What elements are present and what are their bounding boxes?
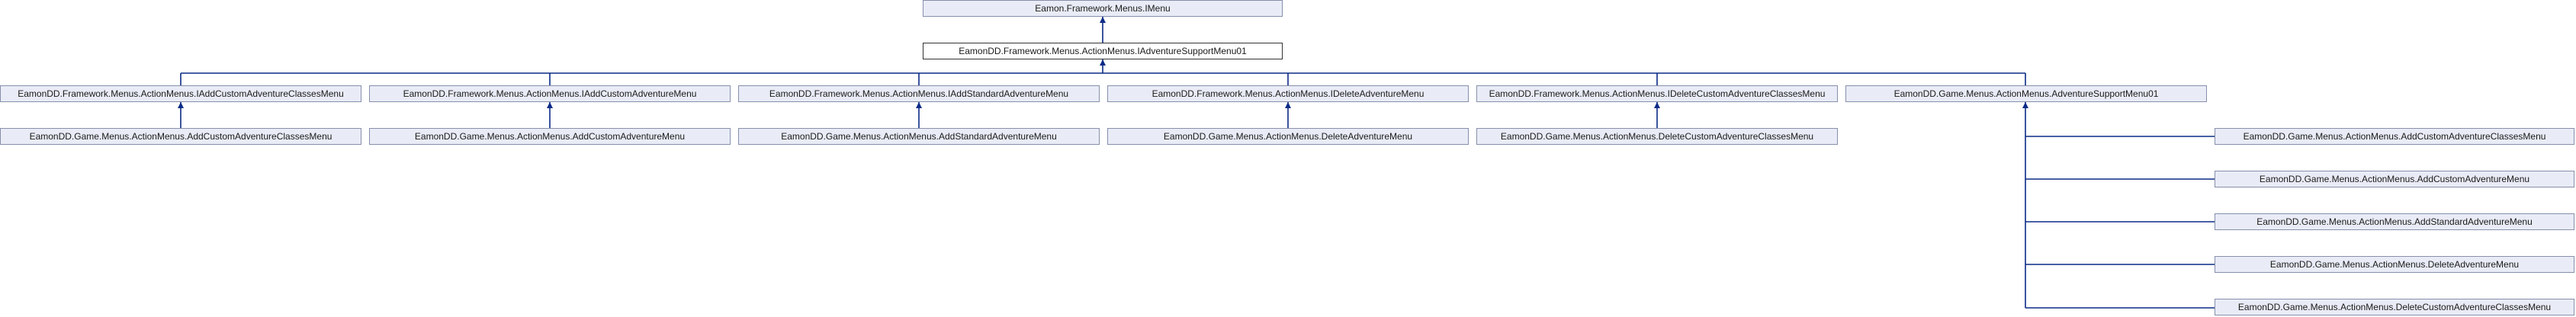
node-iadd-custom-adventure-menu[interactable]: EamonDD.Framework.Menus.ActionMenus.IAddCustomAdventureMenu [369, 85, 731, 102]
arrowhead-imenu [1100, 17, 1106, 23]
arrowhead-impl-4 [1285, 102, 1291, 108]
node-iadd-standard-adventure-menu[interactable]: EamonDD.Framework.Menus.ActionMenus.IAddStandardAdventureMenu [738, 85, 1100, 102]
node-idelete-adventure-menu[interactable]: EamonDD.Framework.Menus.ActionMenus.IDeleteAdventureMenu [1107, 85, 1469, 102]
node-imenu[interactable]: Eamon.Framework.Menus.IMenu [923, 0, 1283, 17]
node-idelete-custom-adventure-classes-menu[interactable]: EamonDD.Framework.Menus.ActionMenus.IDeleteCustomAdventureClassesMenu [1476, 85, 1838, 102]
node-add-custom-adventure-menu-2[interactable]: EamonDD.Game.Menus.ActionMenus.AddCustomAdventureMenu [2215, 171, 2574, 187]
arrowhead-impl-5 [1654, 102, 1660, 108]
node-iadventure-support-menu01: EamonDD.Framework.Menus.ActionMenus.IAdventureSupportMenu01 [923, 43, 1283, 59]
arrowhead-asm01 [2022, 102, 2028, 108]
arrowhead-impl-2 [547, 102, 553, 108]
arrowhead-iasm01 [1100, 59, 1106, 66]
node-add-custom-adventure-menu[interactable]: EamonDD.Game.Menus.ActionMenus.AddCustomAdventureMenu [369, 128, 731, 145]
node-add-custom-adventure-classes-menu-2[interactable]: EamonDD.Game.Menus.ActionMenus.AddCustomAdventureClassesMenu [2215, 128, 2574, 145]
arrowhead-impl-1 [178, 102, 184, 108]
node-delete-adventure-menu[interactable]: EamonDD.Game.Menus.ActionMenus.DeleteAdventureMenu [1107, 128, 1469, 145]
node-delete-custom-adventure-classes-menu-2[interactable]: EamonDD.Game.Menus.ActionMenus.DeleteCustomAdventureClassesMenu [2215, 299, 2574, 315]
arrowhead-impl-3 [916, 102, 922, 108]
node-add-standard-adventure-menu-2[interactable]: EamonDD.Game.Menus.ActionMenus.AddStandardAdventureMenu [2215, 213, 2574, 230]
node-delete-custom-adventure-classes-menu[interactable]: EamonDD.Game.Menus.ActionMenus.DeleteCustomAdventureClassesMenu [1476, 128, 1838, 145]
node-add-standard-adventure-menu[interactable]: EamonDD.Game.Menus.ActionMenus.AddStandardAdventureMenu [738, 128, 1100, 145]
node-delete-adventure-menu-2[interactable]: EamonDD.Game.Menus.ActionMenus.DeleteAdventureMenu [2215, 256, 2574, 273]
node-iadd-custom-adventure-classes-menu[interactable]: EamonDD.Framework.Menus.ActionMenus.IAddCustomAdventureClassesMenu [0, 85, 361, 102]
node-add-custom-adventure-classes-menu[interactable]: EamonDD.Game.Menus.ActionMenus.AddCustomAdventureClassesMenu [0, 128, 361, 145]
node-adventure-support-menu01[interactable]: EamonDD.Game.Menus.ActionMenus.AdventureSupportMenu01 [1845, 85, 2207, 102]
